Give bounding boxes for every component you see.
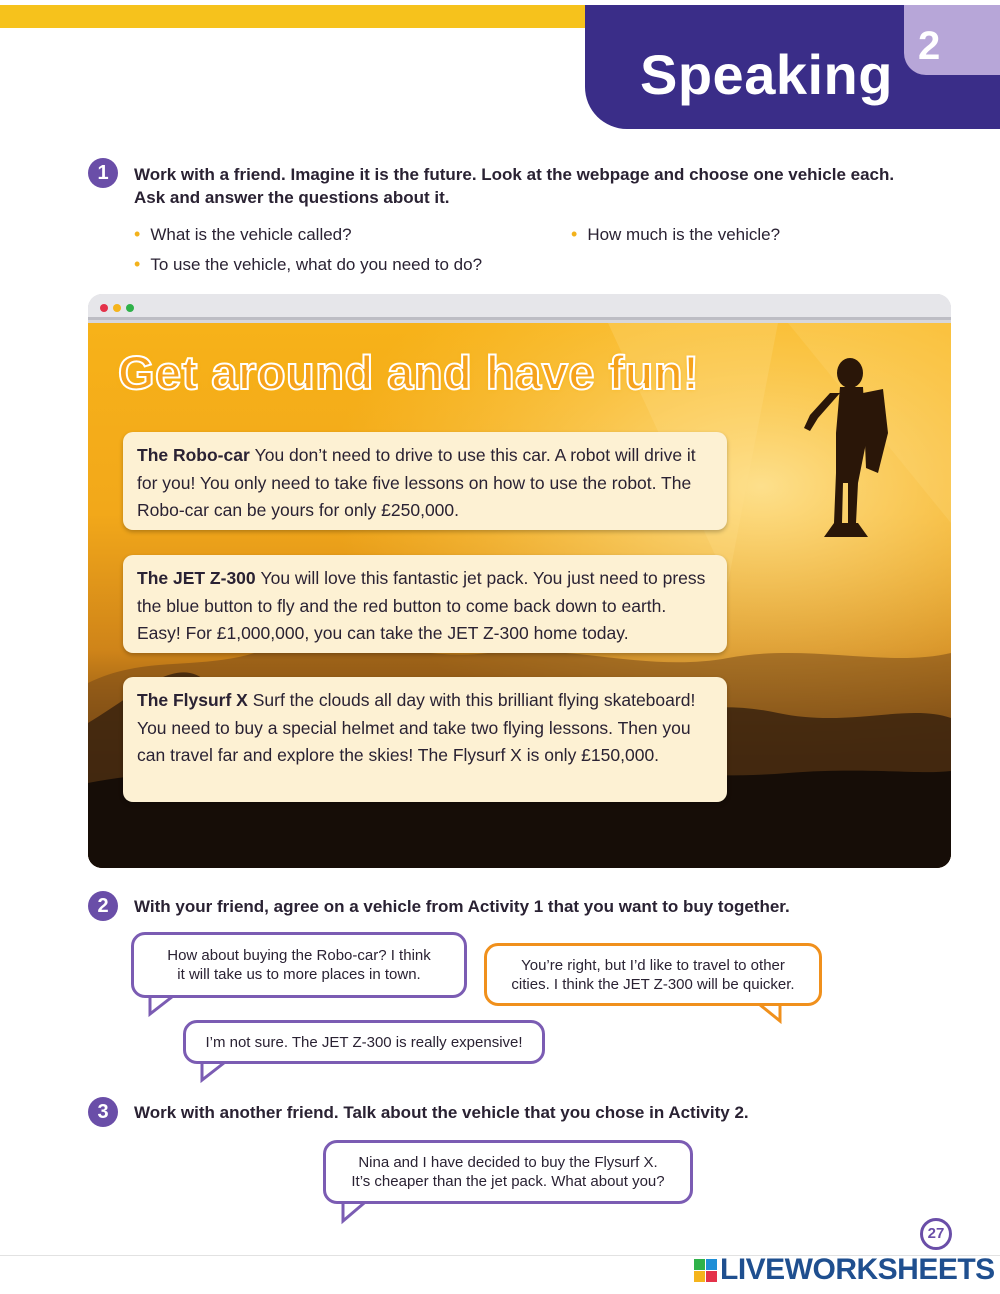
liveworksheets-brand: LIVEWORKSHEETS — [720, 1253, 995, 1286]
bullet-icon: • — [134, 224, 141, 244]
vehicle-description: Surf the clouds all day with this brilliant flying skateboard! You need to buy a special helmet and take two flying lessons. Then you can travel far and explore the skies! The Flysurf X is only £150,000. — [137, 690, 696, 765]
page-title: Speaking — [640, 43, 893, 106]
activity-2-number: 2 — [88, 891, 118, 921]
activity-2-instruction: With your friend, agree on a vehicle from Activity 1 that you want to buy together. — [134, 897, 790, 916]
activity-1-instruction-line2: Ask and answer the questions about it. — [134, 188, 450, 207]
close-dot-icon — [100, 304, 108, 312]
activity-3-instruction: Work with another friend. Talk about the vehicle that you chose in Activity 2. — [134, 1103, 749, 1122]
vehicle-card-jet-z-300 — [123, 555, 727, 653]
liveworksheets-logo-icon — [694, 1259, 718, 1283]
question-item — [571, 224, 780, 245]
question-text: How much is the vehicle? — [587, 225, 781, 244]
speech-bubble-line: it will take us to more places in town. — [177, 966, 421, 983]
question-item — [134, 224, 352, 245]
question-text: What is the vehicle called? — [150, 225, 352, 244]
activity-1-instruction — [134, 163, 894, 209]
speech-bubble-line: How about buying the Robo-car? I think — [167, 947, 431, 964]
maximize-dot-icon — [126, 304, 134, 312]
minimize-dot-icon — [113, 304, 121, 312]
activity-3-number: 3 — [88, 1097, 118, 1127]
webpage-headline: Get around and have fun! — [118, 346, 700, 399]
page-number: 27 — [920, 1218, 952, 1250]
speech-bubble-line: Nina and I have decided to buy the Flysurf X. — [358, 1154, 658, 1171]
speech-bubble-line: I’m not sure. The JET Z-300 is really expensive! — [205, 1033, 523, 1051]
unit-number: 2 — [918, 24, 941, 68]
speech-bubble-flysurf-x — [323, 1140, 693, 1204]
question-text: To use the vehicle, what do you need to do? — [150, 255, 483, 274]
vehicle-description: You will love this fantastic jet pack. You just need to press the blue button to fly and the red button to come back down to earth. Easy! For £1,000,000, you can take the JET Z-300 home today. — [137, 568, 706, 643]
speech-bubble-line: It’s cheaper than the jet pack. What about you? — [351, 1173, 665, 1190]
vehicle-card-flysurf-x — [123, 677, 727, 802]
question-item — [134, 254, 482, 275]
bullet-icon: • — [134, 254, 141, 274]
header-accent-bar — [0, 5, 600, 28]
speech-bubble-jet-z-300 — [484, 943, 822, 1006]
bullet-icon: • — [571, 224, 578, 244]
vehicle-description: You don’t need to drive to use this car. A robot will drive it for you! You only need to take five lessons on how to use the robot. The Robo-car can be yours for only £250,000. — [137, 445, 696, 520]
speech-bubble-expensive — [183, 1020, 545, 1064]
browser-title-bar — [88, 294, 951, 320]
speech-bubble-line: cities. I think the JET Z-300 will be quicker. — [511, 975, 795, 993]
speech-bubble-line: You’re right, but I’d like to travel to other — [521, 956, 785, 974]
vehicle-card-robo-car — [123, 432, 727, 530]
speech-bubble-robo-car — [131, 932, 467, 998]
activity-1-number: 1 — [88, 158, 118, 188]
activity-1-instruction-line1: Work with a friend. Imagine it is the future. Look at the webpage and choose one vehicle each. — [134, 165, 895, 184]
vehicle-name: The JET Z-300 — [137, 568, 261, 588]
vehicle-name: The Robo-car — [137, 445, 255, 465]
vehicle-name: The Flysurf X — [137, 690, 253, 710]
